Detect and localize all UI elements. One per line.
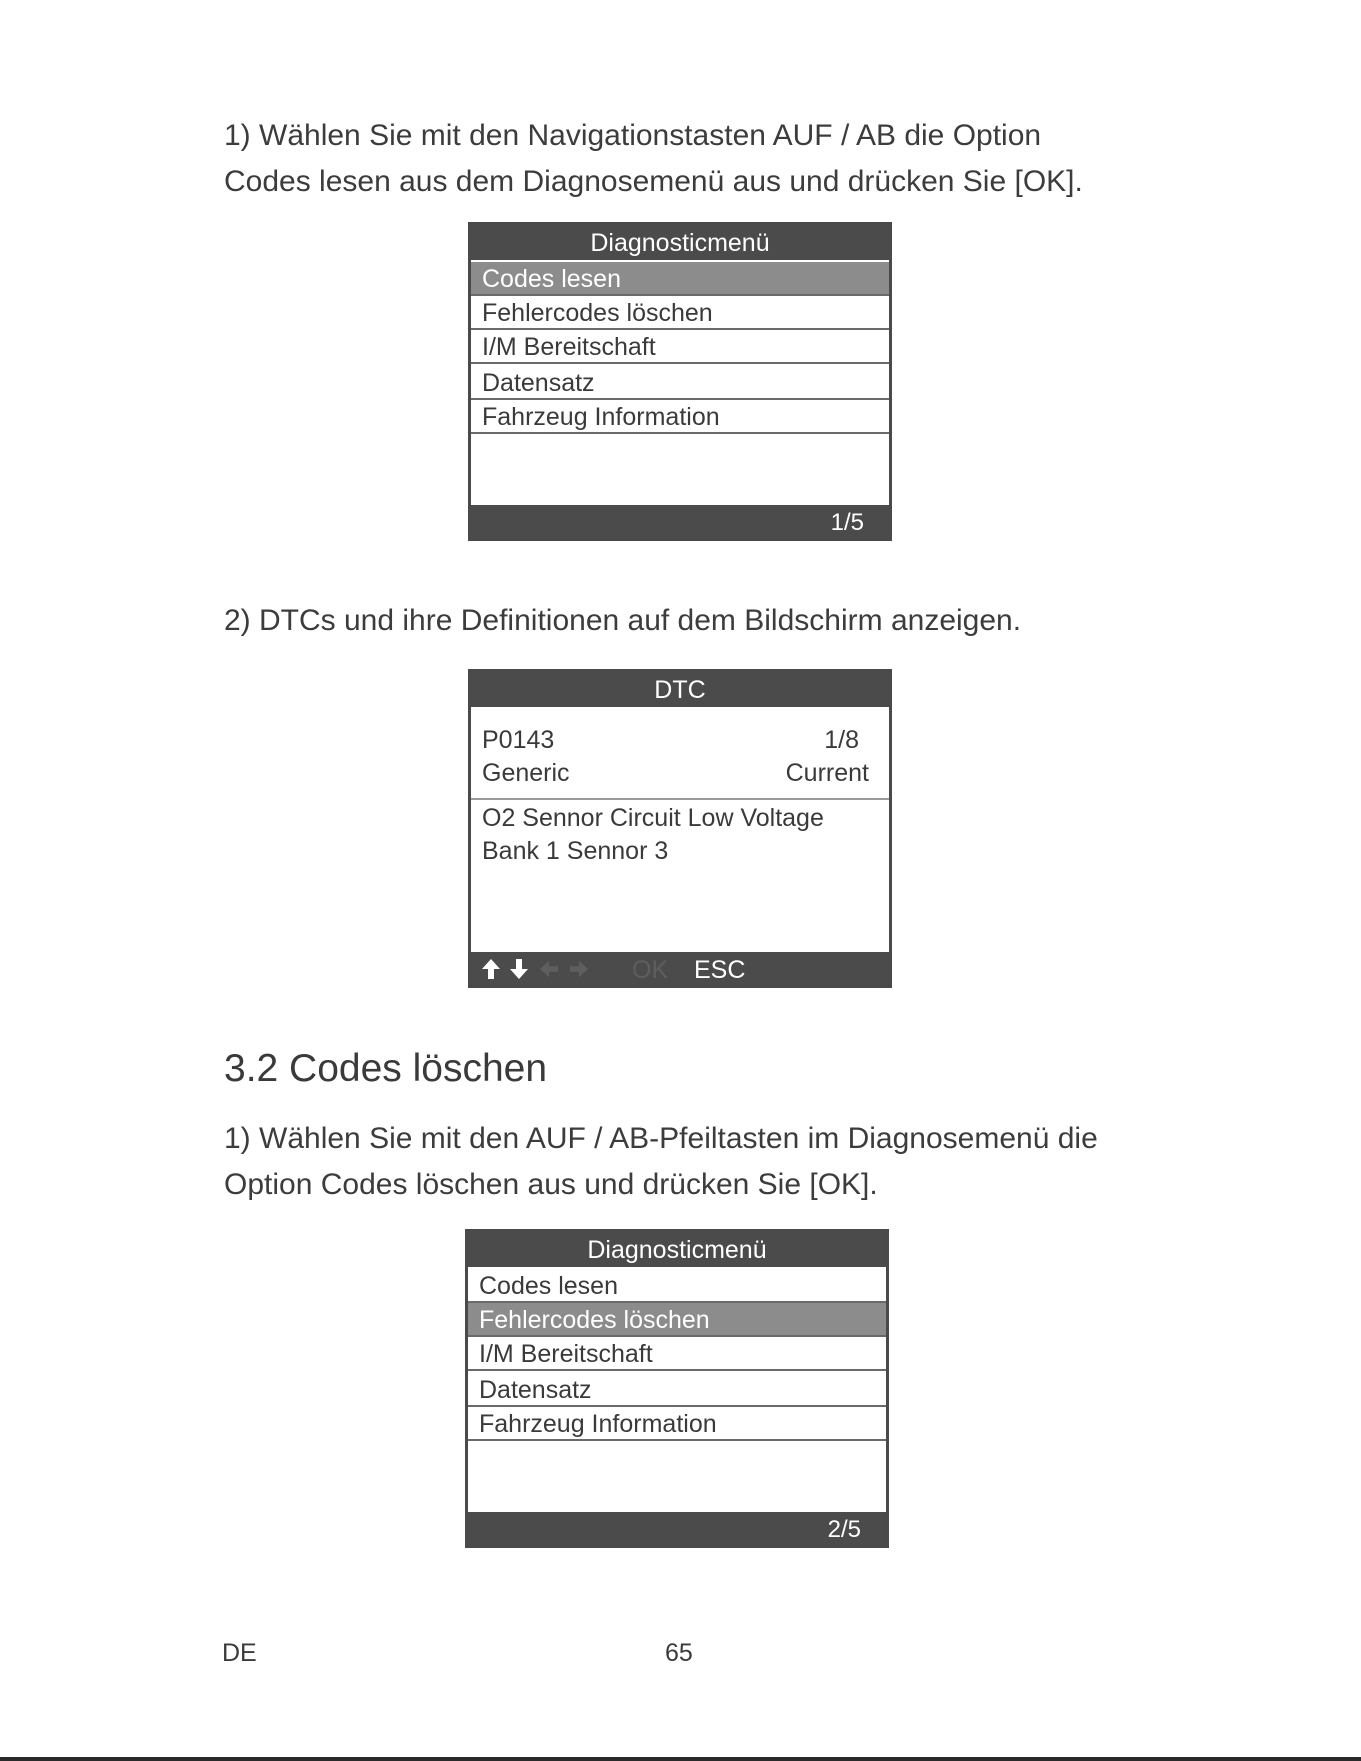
dtc-type: Generic xyxy=(482,759,570,787)
menu-item-im-bereitschaft[interactable]: I/M Bereitschaft xyxy=(471,330,889,364)
menu-item-codes-lesen[interactable]: Codes lesen xyxy=(468,1269,886,1303)
step-2-text xyxy=(224,598,1224,644)
screen-footer xyxy=(468,1512,886,1545)
step-3-text xyxy=(224,1116,1224,1208)
screen-title: DTC xyxy=(471,672,889,707)
menu-item-im-bereitschaft[interactable]: I/M Bereitschaft xyxy=(468,1337,886,1371)
dtc-description-line-1: O2 Sennor Circuit Low Voltage xyxy=(482,804,824,832)
dtc-index: 1/8 xyxy=(824,726,859,754)
step-3-line-1: 1) Wählen Sie mit den AUF / AB-Pfeiltasten im Diagnosemenü die xyxy=(224,1122,1098,1155)
arrow-left-icon xyxy=(539,958,559,980)
diagnostic-menu-screen-1 xyxy=(468,222,892,541)
dtc-description-line-2: Bank 1 Sennor 3 xyxy=(482,837,669,865)
page-indicator: 2/5 xyxy=(827,1516,861,1543)
ok-button: OK xyxy=(632,956,669,984)
menu-item-fahrzeug-information[interactable]: Fahrzeug Information xyxy=(471,400,889,434)
dtc-code: P0143 xyxy=(482,726,555,754)
menu-item-fehlercodes-loeschen[interactable]: Fehlercodes löschen xyxy=(471,296,889,330)
diagnostic-menu-screen-2 xyxy=(465,1229,889,1548)
dtc-code-row xyxy=(482,724,869,756)
dtc-nav-footer xyxy=(471,952,889,985)
screen-footer xyxy=(471,505,889,538)
esc-button[interactable]: ESC xyxy=(694,956,746,984)
screen-title: Diagnosticmenü xyxy=(468,1232,886,1267)
menu-item-datensatz[interactable]: Datensatz xyxy=(468,1373,886,1407)
dtc-status: Current xyxy=(785,759,869,787)
arrow-up-icon[interactable] xyxy=(481,958,501,980)
dtc-type-row xyxy=(482,757,869,789)
divider xyxy=(471,798,889,800)
step-1-line-2: Codes lesen aus dem Diagnosemenü aus und drücken Sie [OK]. xyxy=(224,165,1083,198)
bottom-rule xyxy=(0,1757,1361,1761)
step-3-line-2: Option Codes löschen aus und drücken Sie [OK]. xyxy=(224,1168,878,1201)
footer-language: DE xyxy=(222,1639,257,1667)
step-1-line-1: 1) Wählen Sie mit den Navigationstasten AUF / AB die Option xyxy=(224,119,1042,152)
screen-title: Diagnosticmenü xyxy=(471,225,889,260)
section-heading: 3.2 Codes löschen xyxy=(224,1047,548,1090)
footer-page-number: 65 xyxy=(665,1639,693,1667)
menu-item-fahrzeug-information[interactable]: Fahrzeug Information xyxy=(468,1407,886,1441)
arrow-right-icon xyxy=(569,958,589,980)
step-1-text xyxy=(224,113,1224,205)
menu-item-codes-lesen[interactable]: Codes lesen xyxy=(471,262,889,296)
menu-item-fehlercodes-loeschen[interactable]: Fehlercodes löschen xyxy=(468,1303,886,1337)
arrow-down-icon[interactable] xyxy=(509,958,529,980)
menu-item-datensatz[interactable]: Datensatz xyxy=(471,366,889,400)
step-2-line-1: 2) DTCs und ihre Definitionen auf dem Bildschirm anzeigen. xyxy=(224,604,1022,637)
dtc-screen xyxy=(468,669,892,988)
page-indicator: 1/5 xyxy=(830,509,864,536)
